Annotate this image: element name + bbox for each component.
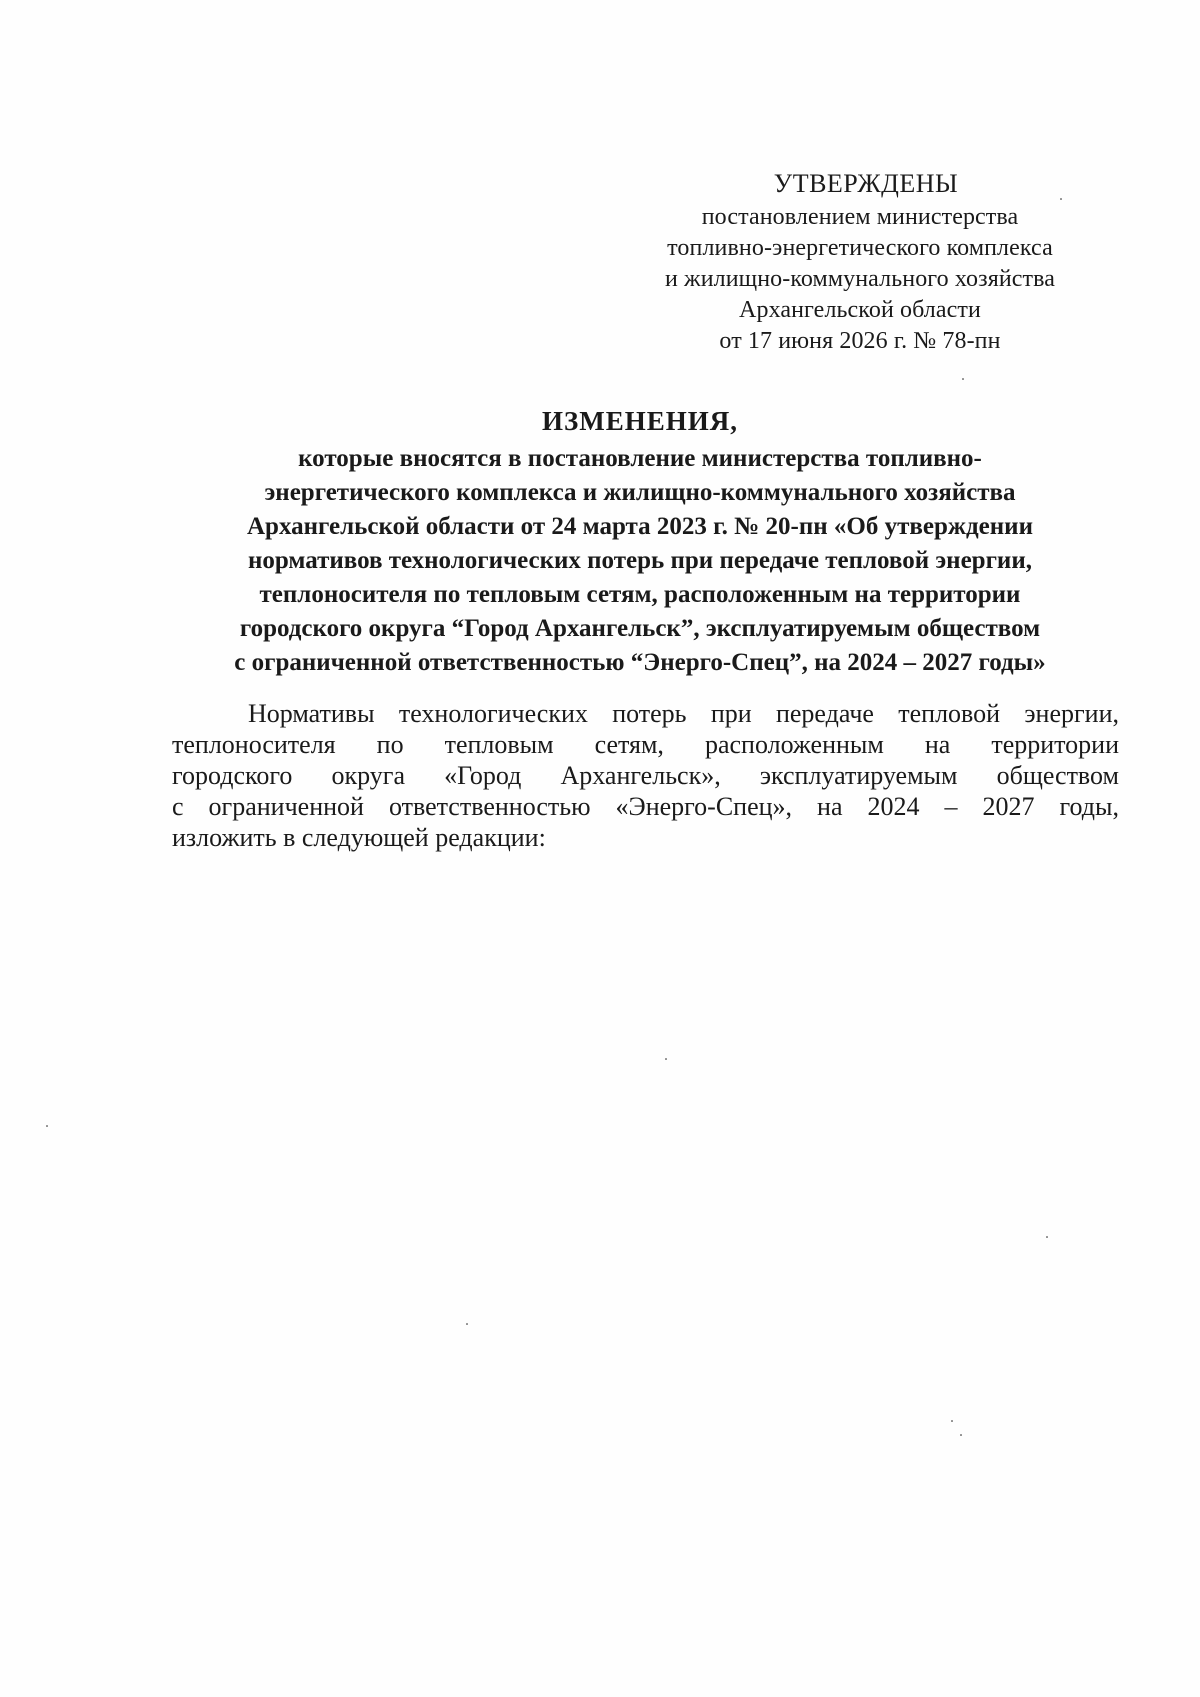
title-line: которые вносятся в постановление министерства топливно-	[298, 445, 982, 472]
body-line: изложить в следующей редакции:	[172, 823, 546, 852]
scan-speck	[960, 1434, 962, 1436]
approval-line: постановлением министерства	[701, 204, 1019, 230]
approval-line: Архангельской области	[739, 297, 981, 323]
body-line: теплоносителя по тепловым сетям, расположенным на территории	[172, 730, 1119, 759]
title-line: энергетического комплекса и жилищно-коммунального хозяйства	[264, 479, 1016, 506]
scan-speck	[46, 1125, 48, 1127]
body-line: с ограниченной ответственностью «Энерго-Спец», на 2024 – 2027 годы,	[172, 792, 1119, 821]
title-line: нормативов технологических потерь при передаче тепловой энергии,	[247, 547, 1032, 574]
title-line: с ограниченной ответственностью “Энерго-Спец”, на 2024 – 2027 годы»	[234, 649, 1046, 676]
document-title	[160, 404, 1120, 680]
scan-speck	[466, 1323, 468, 1325]
scan-speck	[1060, 198, 1062, 200]
body-line: городского округа «Город Архангельск», эксплуатируемым обществом	[172, 761, 1119, 790]
body-paragraph	[172, 698, 1119, 853]
main-title: ИЗМЕНЕНИЯ,	[541, 406, 738, 436]
approval-line: от 17 июня 2026 г. № 78-пн	[719, 328, 1001, 354]
scan-speck	[1046, 1236, 1048, 1238]
body-line: Нормативы технологических потерь при передаче тепловой энергии,	[248, 699, 1119, 728]
approval-block	[600, 168, 1120, 357]
approval-line: топливно-энергетического комплекса	[667, 235, 1053, 261]
scan-speck	[962, 378, 964, 380]
scan-speck	[951, 1420, 953, 1422]
title-line: Архангельской области от 24 марта 2023 г. № 20-пн «Об утверждении	[247, 513, 1033, 540]
approval-heading: УТВЕРЖДЕНЫ	[773, 169, 959, 198]
title-line: городского округа “Город Архангельск”, эксплуатируемым обществом	[239, 615, 1041, 642]
approval-line: и жилищно-коммунального хозяйства	[664, 266, 1056, 292]
scan-speck	[665, 1058, 667, 1060]
title-line: теплоносителя по тепловым сетям, расположенным на территории	[259, 581, 1021, 608]
